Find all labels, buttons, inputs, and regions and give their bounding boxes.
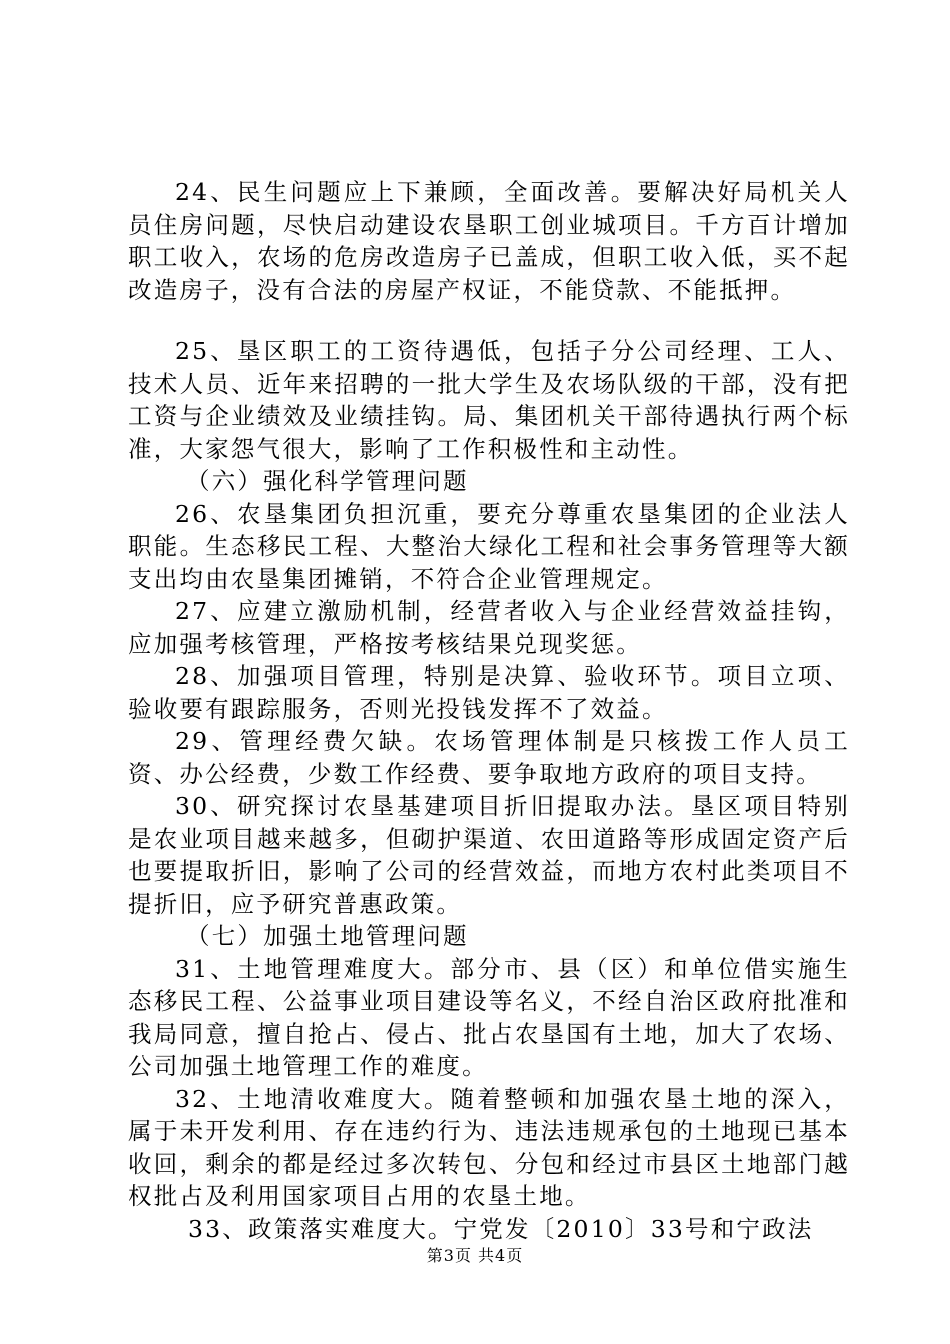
paragraph-25: 25、垦区职工的工资待遇低，包括子分公司经理、工人、技术人员、近年来招聘的一批大学生及农场队级的干部，没有把工资与企业绩效及业绩挂钩。局、集团机关干部待遇执行两个标准，大家怨气很大，影响了工作积极性和主动性。 [128,337,850,463]
paragraph-27: 27、应建立激励机制，经营者收入与企业经营效益挂钩，应加强考核管理，严格按考核结果兑现奖惩。 [128,597,850,658]
paragraph-24: 24、民生问题应上下兼顾，全面改善。要解决好局机关人员住房问题，尽快启动建设农垦职工创业城项目。千方百计增加职工收入，农场的危房改造房子已盖成，但职工收入低，买不起改造房子，没有合法的房屋产权证，不能贷款、不能抵押。 [128,178,850,304]
paragraph-30: 30、研究探讨农垦基建项目折旧提取办法。垦区项目特别是农业项目越来越多，但砌护渠道、农田道路等形成固定资产后也要提取折旧，影响了公司的经营效益，而地方农村此类项目不提折旧，应予研究普惠政策。 [128,792,850,918]
section-heading-7: （七）加强土地管理问题 [186,922,469,950]
paragraph-26: 26、农垦集团负担沉重，要充分尊重农垦集团的企业法人职能。生态移民工程、大整治大绿化工程和社会事务管理等大额支出均由农垦集团摊销，不符合企业管理规定。 [128,499,850,593]
paragraph-32: 32、土地清收难度大。随着整顿和加强农垦土地的深入，属于未开发利用、存在违约行为、违法违规承包的土地现已基本收回，剩余的都是经过多次转包、分包和经过市县区土地部门越权批占及利用国家项目占用的农垦土地。 [128,1084,850,1210]
paragraph-33: 33、政策落实难度大。宁党发〔2010〕33号和宁政法 [188,1214,814,1243]
page-number-footer: 第3页 共4页 [426,1246,524,1265]
paragraph-31: 31、土地管理难度大。部分市、县（区）和单位借实施生态移民工程、公益事业项目建设等名义，不经自治区政府批准和我局同意，擅自抢占、侵占、批占农垦国有土地，加大了农场、公司加强土地管理工作的难度。 [128,954,850,1080]
section-heading-6: （六）强化科学管理问题 [186,467,469,495]
document-body [128,176,850,1245]
paragraph-29: 29、管理经费欠缺。农场管理体制是只核拨工作人员工资、办公经费，少数工作经费、要争取地方政府的项目支持。 [128,727,850,788]
paragraph-28: 28、加强项目管理，特别是决算、验收环节。项目立项、验收要有跟踪服务，否则光投钱发挥不了效益。 [128,662,850,723]
